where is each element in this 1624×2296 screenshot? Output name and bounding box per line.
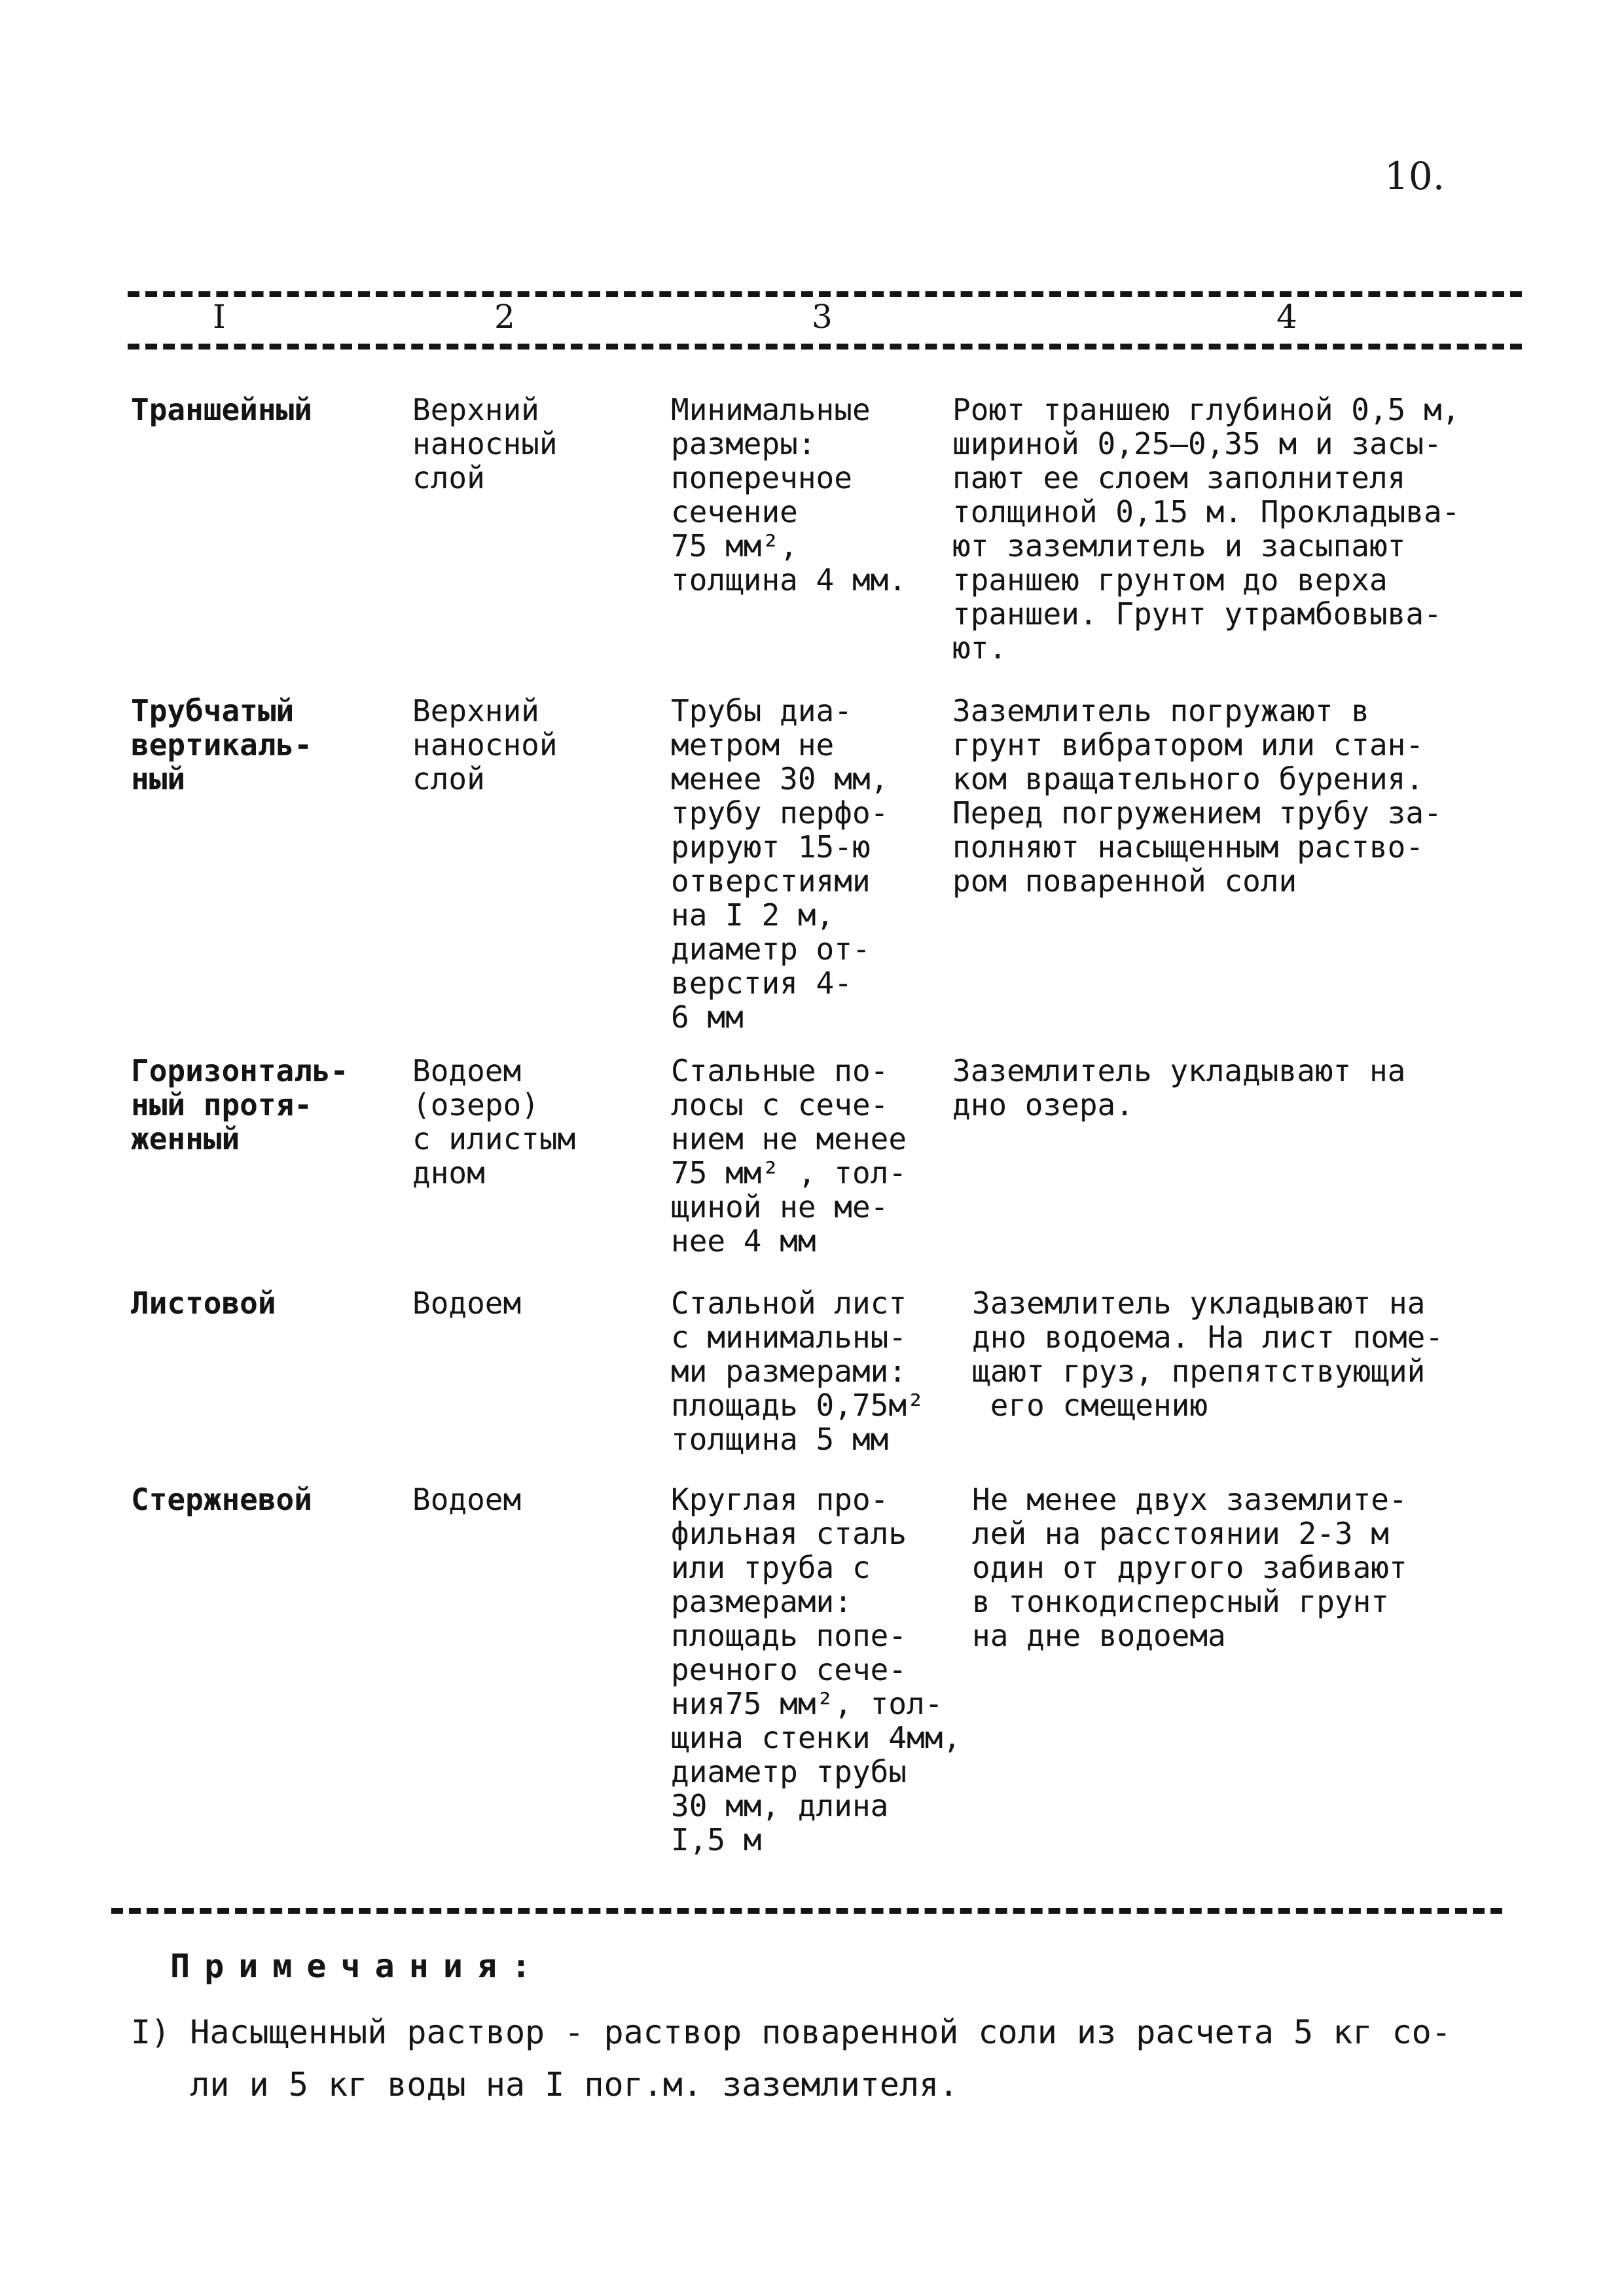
row-method: Роют траншею глубиной 0,5 м, шириной 0,25–0,35 м и засы- пают ее слоем заполнителя толщиной 0,15 м. Прокладыва- ют заземлитель и засыпают траншею грунтом до верха траншеи. Грунт утрамбовыва- ют.	[952, 392, 1460, 666]
row-dimensions: Трубы диа- метром не менее 30 мм, трубу перфо- рируют 15-ю отверстиями на I 2 м, диаметр от- верстия 4- 6 мм	[671, 693, 889, 1035]
table-bottom-rule	[111, 1908, 1502, 1914]
page-number: 10.	[1384, 154, 1445, 198]
row-soil: Водоем	[412, 1285, 522, 1321]
row-method: Заземлитель погружают в грунт вибратором или стан- ком вращательного бурения. Перед погружением трубу за- полняют насыщенным раство- ром поваренной соли	[952, 693, 1442, 899]
table-top-rule	[128, 291, 1522, 297]
row-type: Трубчатый вертикаль- ный	[131, 693, 312, 797]
col-header-1: I	[213, 298, 226, 336]
row-soil: Верхний наносный слой	[412, 392, 558, 495]
row-method: Не менее двух заземлите- лей на расстоянии 2-3 м один от другого забивают в тонкодисперсный грунт на дне водоема	[972, 1482, 1407, 1653]
col-header-2: 2	[494, 298, 515, 336]
row-method: Заземлитель укладывают на дно озера.	[952, 1053, 1406, 1122]
col-header-3: 3	[812, 298, 833, 336]
row-method: Заземлитель укладывают на дно водоема. На лист поме- щают груз, препятствующий его смещению	[972, 1285, 1444, 1423]
row-dimensions: Круглая про- фильная сталь или труба с размерами: площадь попе- речного сече- ния75 мм², тол- щина стенки 4мм, диаметр трубы 30 мм, длина I,5 м	[671, 1482, 962, 1857]
row-dimensions: Стальные по- лосы с сече- нием не менее 75 мм² , тол- щиной не ме- нее 4 мм	[671, 1053, 907, 1259]
row-soil: Верхний наносной слой	[412, 693, 558, 797]
row-soil: Водоем (озеро) с илистым дном	[412, 1053, 576, 1191]
table-header-rule	[128, 344, 1522, 350]
row-type: Листовой	[131, 1285, 276, 1321]
notes-text: I) Насыщенный раствор - раствор поваренной соли из расчета 5 кг со- ли и 5 кг воды на I пог.м. заземлителя.	[131, 2013, 1451, 2104]
row-type: Стержневой	[131, 1482, 312, 1517]
row-soil: Водоем	[412, 1482, 522, 1517]
row-dimensions: Минимальные размеры: поперечное сечение 75 мм², толщина 4 мм.	[671, 392, 907, 598]
col-header-4: 4	[1276, 298, 1297, 336]
row-type: Траншейный	[131, 392, 312, 427]
row-type: Горизонталь- ный протя- женный	[131, 1053, 349, 1157]
notes-title: Примечания:	[170, 1947, 546, 1985]
row-dimensions: Стальной лист с минимальны- ми размерами: площадь 0,75м² толщина 5 мм	[671, 1285, 925, 1457]
